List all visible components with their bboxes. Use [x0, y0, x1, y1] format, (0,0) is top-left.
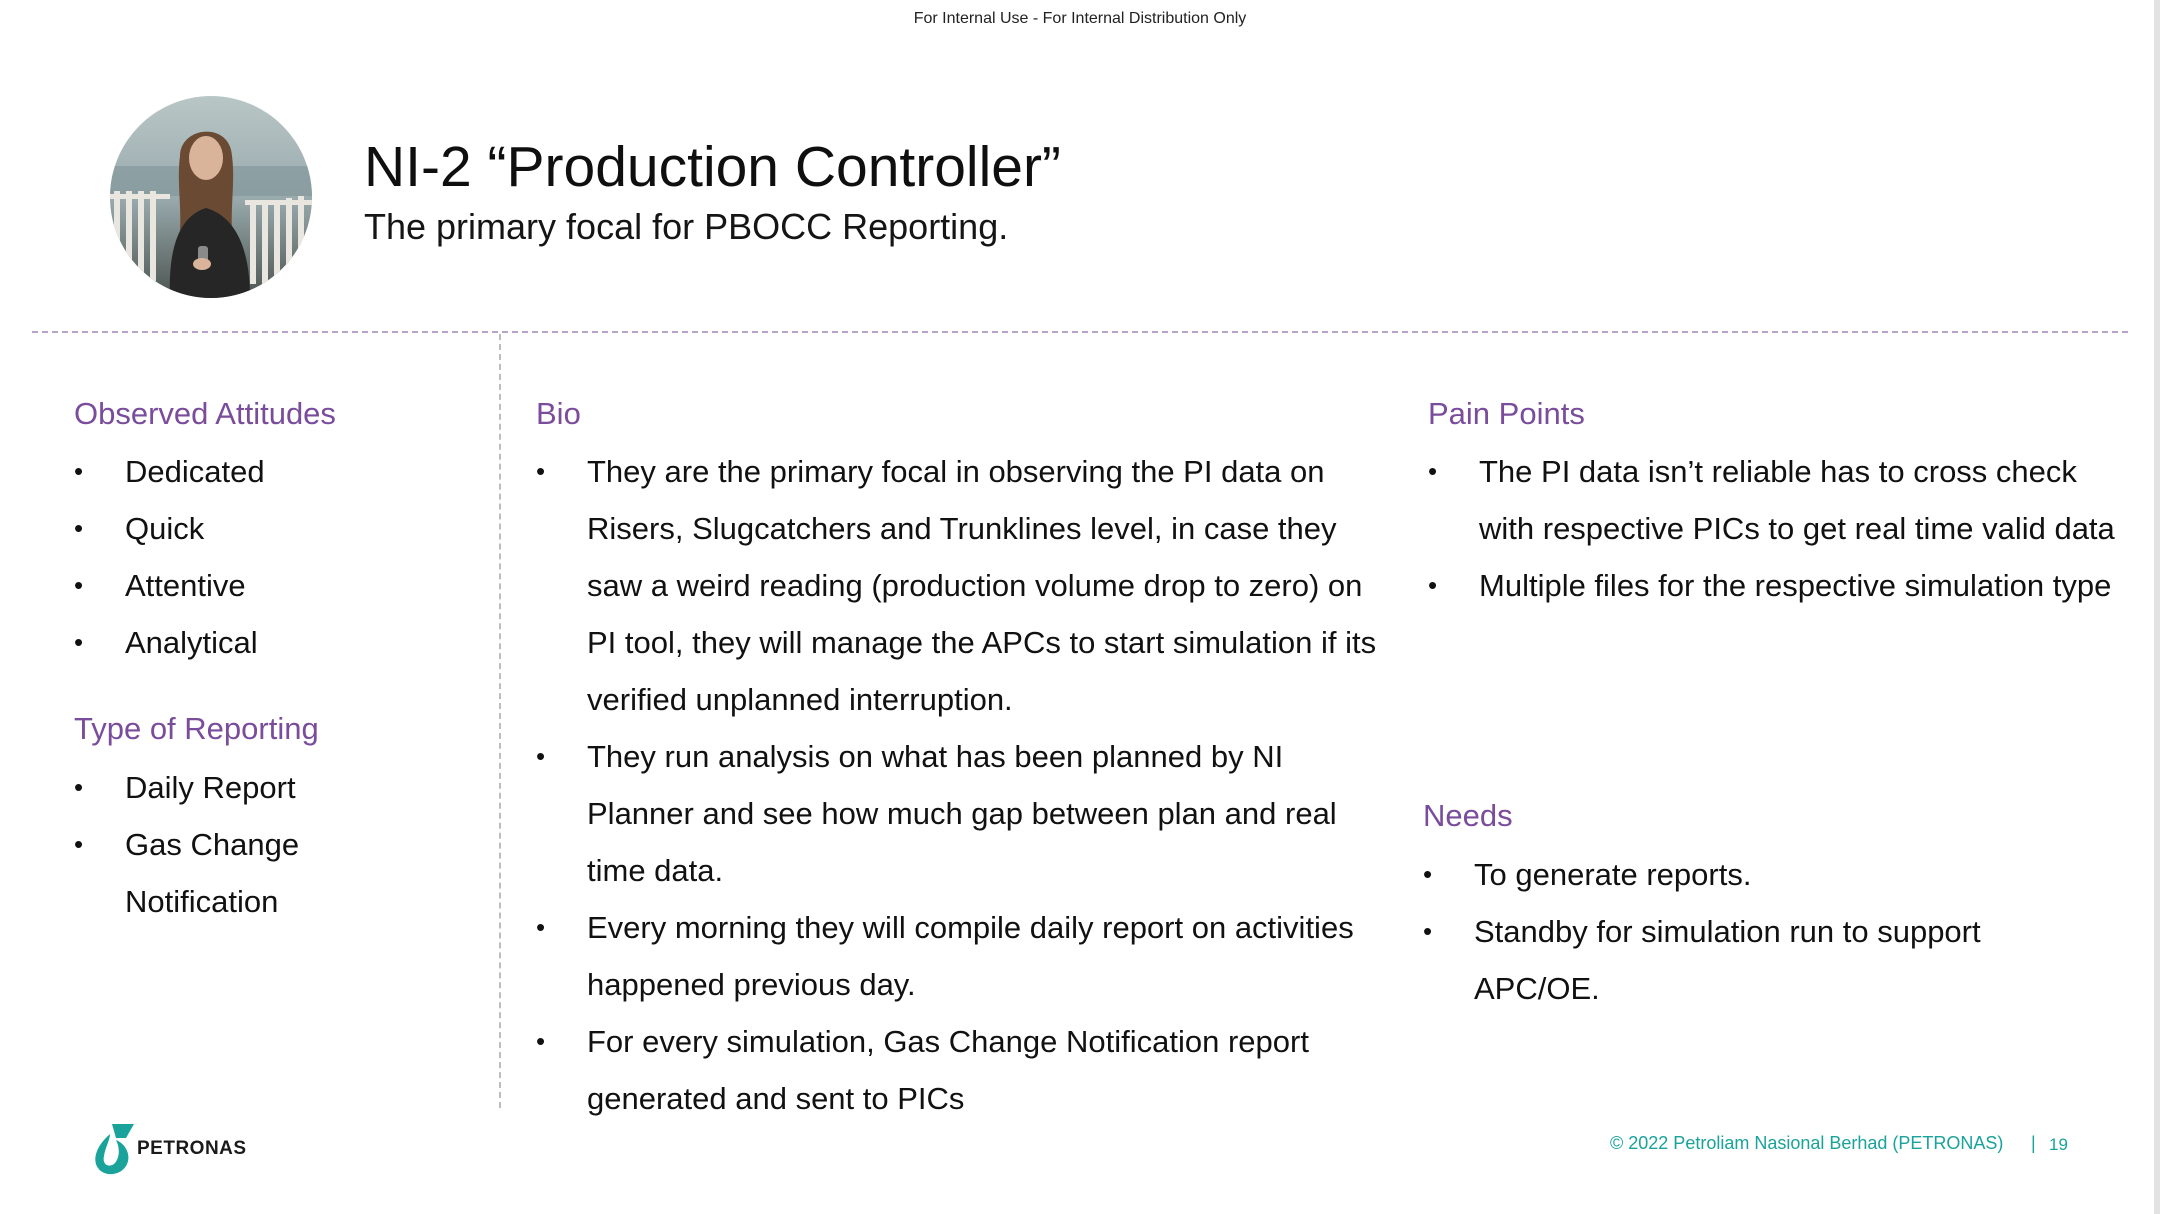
list-item: • For every simulation, Gas Change Notification report generated and sent to PICs [536, 1013, 1392, 1127]
page-number: 19 [2049, 1135, 2068, 1154]
list-item: • Attentive [74, 557, 474, 614]
observed-attitudes-heading: Observed Attitudes [74, 396, 336, 431]
type-of-reporting-list [74, 759, 364, 930]
list-item: • Quick [74, 500, 474, 557]
list-item: • To generate reports. [1423, 846, 2073, 903]
list-item: • Standby for simulation run to support APC/OE. [1423, 903, 2073, 1017]
bio-heading: Bio [536, 396, 581, 431]
list-item: • They run analysis on what has been planned by NI Planner and see how much gap between plan and real time data. [536, 728, 1392, 899]
list-item: • Daily Report [74, 759, 364, 816]
classification-label: For Internal Use - For Internal Distribution Only [913, 10, 1247, 27]
list-item: • Dedicated [74, 443, 474, 500]
page-divider: | [2031, 1133, 2036, 1153]
pain-points-heading: Pain Points [1428, 396, 1585, 431]
persona-title: NI-2 “Production Controller” [364, 135, 1061, 199]
list-item: • Analytical [74, 614, 474, 671]
pain-points-list [1428, 443, 2118, 614]
list-item: • Multiple files for the respective simulation type [1428, 557, 2118, 614]
vertical-separator [499, 334, 501, 1108]
type-of-reporting-heading: Type of Reporting [74, 711, 319, 746]
needs-list [1423, 846, 2073, 1017]
slide-edge [2154, 0, 2160, 1214]
copyright-text: © 2022 Petroliam Nasional Berhad (PETRONAS) [1610, 1133, 2004, 1153]
footer-brand: PETRONAS [137, 1138, 247, 1159]
horizontal-separator [32, 331, 2128, 333]
persona-subtitle: The primary focal for PBOCC Reporting. [364, 206, 1009, 247]
list-item: • Gas Change Notification [74, 816, 364, 930]
bio-list [536, 443, 1392, 1127]
persona-photo [110, 96, 312, 298]
observed-attitudes-list [74, 443, 474, 671]
list-item: • They are the primary focal in observing the PI data on Risers, Slugcatchers and Trunklines level, in case they saw a weird reading (production volume drop to zero) on PI tool, they will manage the APCs to start simulation if its verified unplanned interruption. [536, 443, 1392, 728]
list-item: • The PI data isn’t reliable has to cross check with respective PICs to get real time valid data [1428, 443, 2118, 557]
needs-heading: Needs [1423, 798, 1513, 833]
list-item: • Every morning they will compile daily report on activities happened previous day. [536, 899, 1392, 1013]
